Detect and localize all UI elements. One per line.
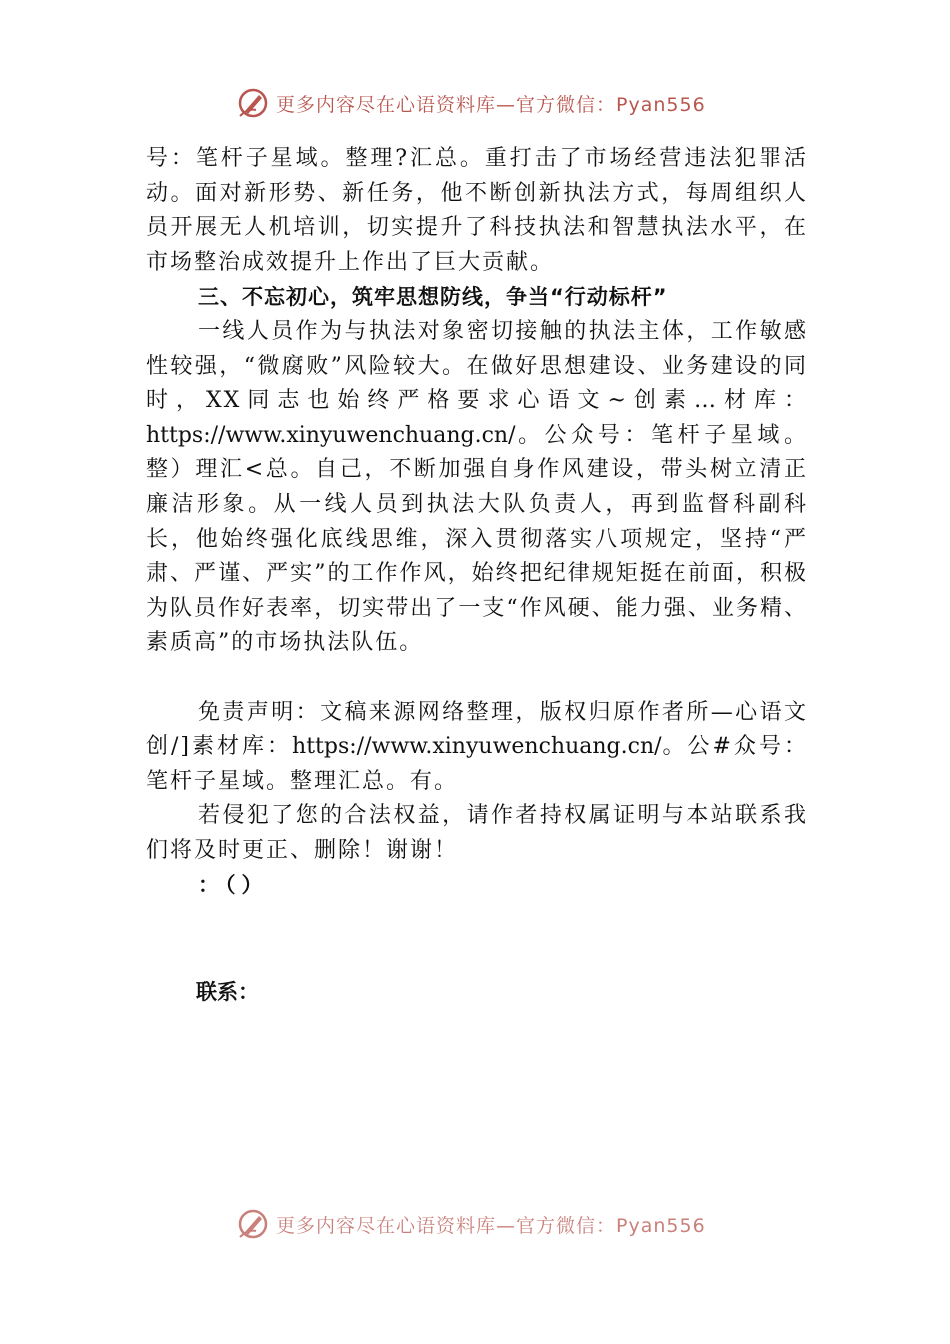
footer-banner: [236, 1207, 706, 1241]
header-banner-text: 更多内容尽在心语资料库—官方微信：Pyan556: [276, 93, 706, 116]
section-heading-3: 三、不忘初心，筑牢思想防线，争当“行动标杆”: [198, 285, 668, 310]
pen-logo-icon: [236, 1207, 270, 1241]
disclaimer-url-link[interactable]: https://www.xinyuwenchuang.cn/: [292, 734, 662, 760]
footer-banner-text: 更多内容尽在心语资料库—官方微信：Pyan556: [276, 1214, 706, 1237]
blank-field-line: ：（）: [198, 873, 269, 898]
paragraph-discipline-part2: 。公众号：笔杆子星域。整）理汇<总。自己，不断加强自身作风建设，带头树立清正廉洁形象。从一线人员到执法大队负责人，再到监督科副科长，他始终强化底线思维，深入贯彻落实八项规定，坚持“严肃、严谨、严实”的工作作风，始终把纪律规矩挺在前面，积极为队员作好表率，切实带出了一支“作风硬、能力强、业务精、素质高”的市场执法队伍。: [146, 422, 808, 656]
document-body: [146, 142, 808, 903]
header-banner: [236, 86, 706, 120]
disclaimer-part1: 免责声明：文稿来源网络整理，版权归原作者所—心语文创/]素材库：: [146, 699, 808, 760]
paragraph-discipline: [146, 315, 808, 661]
spacer: [146, 661, 808, 696]
paragraph-discipline-part1: 一线人员作为与执法对象密切接触的执法主体，工作敏感性较强，“微腐败”风险较大。在做好思想建设、业务建设的同时，XX同志也始终严格要求心语文~创素…材库：: [146, 318, 808, 414]
pen-logo-icon: [236, 86, 270, 120]
source-url-link[interactable]: https://www.xinyuwenchuang.cn/: [146, 422, 516, 448]
disclaimer-part2: 。公#众号：笔杆子星域。整理汇总。有。: [146, 734, 808, 794]
paragraph-continued: 号：笔杆子星域。整理?汇总。重打击了市场经营违法犯罪活动。面对新形势、新任务，他不断创新执法方式，每周组织人员开展无人机培训，切实提升了科技执法和智慧执法水平，在市场整治成效提升上作出了巨大贡献。: [146, 146, 808, 275]
disclaimer: [146, 696, 808, 800]
infringement-notice: 若侵犯了您的合法权益，请作者持权属证明与本站联系我们将及时更正、删除！谢谢！: [146, 803, 808, 863]
contact-label: 联系：: [196, 980, 259, 1004]
